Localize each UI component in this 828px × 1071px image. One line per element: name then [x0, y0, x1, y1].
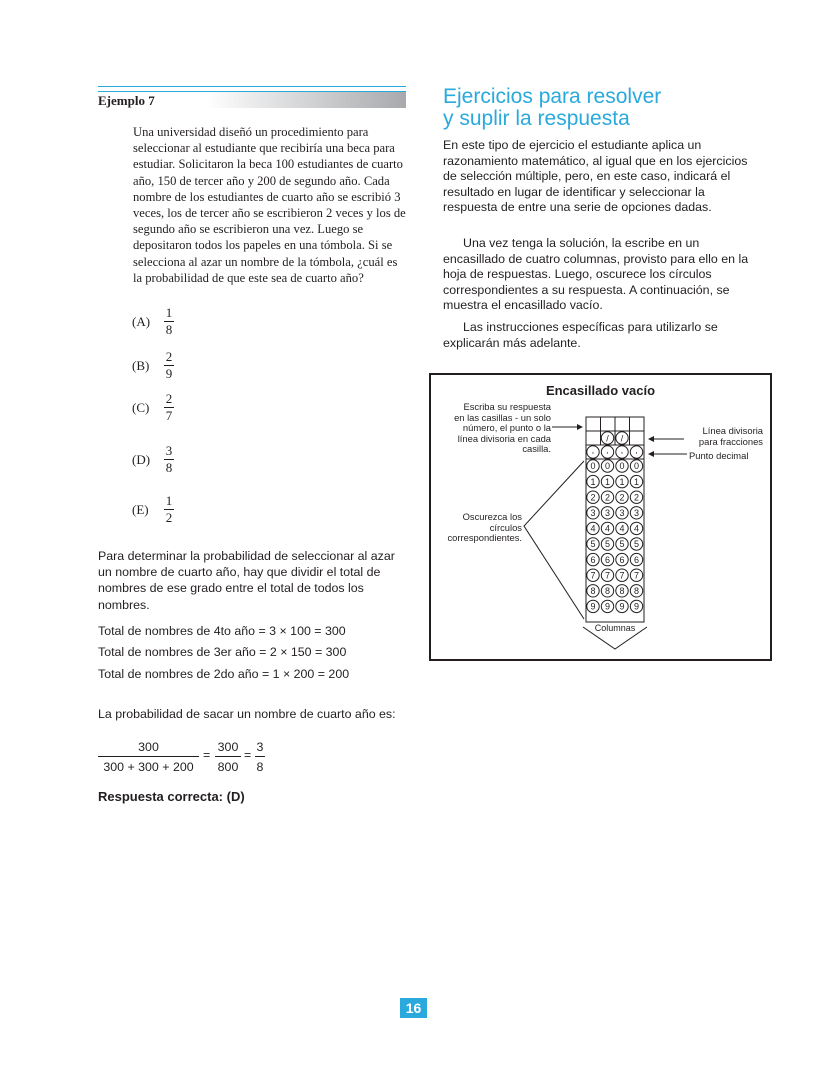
option-denominator: 2: [165, 510, 173, 525]
option-fraction: [164, 306, 174, 337]
bubble-grid: [431, 375, 770, 659]
total-line-2do: Total de nombres de 2do año = 1 × 200 = 200: [98, 667, 350, 681]
digit-bubble-label: 8: [590, 586, 596, 596]
digit-bubble-label: 3: [604, 508, 611, 518]
digit-bubble-label: 2: [604, 492, 611, 503]
formula-f3-numerator: 3: [255, 739, 265, 757]
digit-bubble-label: 1: [619, 476, 625, 487]
explanation-text: Para determinar la probabilidad de seleccionar al azar un nombre de cuarto año, hay que dividir el total de nombres de ese grado entre el total de todos los nombres.: [98, 549, 395, 612]
option-numerator: 1: [165, 305, 173, 320]
formula-fraction-2: [215, 739, 241, 775]
digit-bubble-label: 0: [633, 461, 640, 472]
option-denominator: 7: [165, 408, 173, 423]
option-denominator: 8: [165, 322, 173, 337]
digit-bubble-label: 3: [590, 508, 596, 518]
section-title: [443, 86, 661, 130]
formula-f1-denominator: 300 + 300 + 200: [103, 760, 194, 774]
digit-bubble-label: 2: [633, 492, 640, 503]
note-write-line: Escriba su respuesta: [463, 401, 551, 412]
decimal-bubble-symbol: ·: [591, 447, 595, 459]
digit-bubble-label: 6: [604, 554, 611, 565]
formula-f3-denominator: 8: [256, 760, 264, 774]
note-fraction-text: para fracciones: [698, 435, 763, 447]
digit-bubble-label: 9: [633, 601, 640, 612]
columns-label: Columnas: [594, 623, 636, 633]
digit-bubble-label: 5: [604, 539, 611, 550]
note-darken-text: Oscurezca los: [462, 511, 522, 522]
digit-bubble-label: 7: [633, 570, 640, 581]
section-paragraph-3: Las instrucciones específicas para utilizarlo se explicarán más adelante.: [443, 320, 718, 350]
formula-f1-numerator: 300: [98, 739, 199, 757]
digit-bubble-label: 6: [619, 554, 625, 565]
option-denominator: 8: [165, 460, 173, 475]
formula-fraction-1: [98, 739, 199, 775]
option-numerator: 2: [165, 391, 173, 406]
digit-bubble-label: 6: [633, 554, 640, 565]
decimal-bubble-symbol: ·: [634, 447, 639, 459]
option-fraction: [164, 350, 174, 381]
digit-bubble-label: 1: [604, 476, 611, 487]
option-label: (D): [132, 452, 151, 467]
formula-fraction-3: [255, 739, 265, 775]
example-header-bar: [98, 86, 406, 108]
digit-bubble-label: 8: [619, 586, 625, 596]
digit-bubble-label: 4: [590, 523, 596, 534]
fraction-bubble-symbol: /: [606, 433, 609, 444]
digit-bubble-label: 3: [619, 508, 625, 518]
digit-bubble-label: 6: [590, 554, 596, 565]
section-title-line-2: y suplir la respuesta: [443, 107, 630, 130]
digit-bubble-label: 9: [619, 601, 625, 612]
note-write-line: línea divisoria en cada: [457, 432, 551, 444]
answer-grid-figure: [429, 373, 772, 661]
digit-bubble-label: 2: [590, 492, 596, 503]
note-write-line: casilla.: [522, 443, 551, 454]
digit-bubble-label: 3: [633, 508, 640, 518]
digit-bubble-label: 1: [633, 476, 640, 487]
option-label: (A): [132, 314, 151, 329]
digit-bubble-label: 1: [590, 476, 596, 487]
option-fraction: [164, 392, 174, 423]
section-paragraph-2: Una vez tenga la solución, la escribe en un encasillado de cuatro columnas, provisto para ello en la hoja de respuestas. Luego, oscurece los círculos correspondientes a su respuesta. A continuación, se muestra el encasillado vacío.: [443, 236, 749, 312]
note-write-line: en las casillas - un solo: [454, 411, 551, 423]
note-darken-text: correspondientes.: [447, 532, 522, 543]
digit-bubble-label: 8: [633, 586, 640, 596]
digit-bubble-label: 5: [619, 539, 625, 550]
example-title: Ejemplo 7: [98, 93, 155, 108]
fraction-bubble-symbol: /: [620, 433, 624, 444]
total-line-3er: Total de nombres de 3er año = 2 × 150 = 300: [98, 645, 347, 659]
option-fraction: [164, 444, 174, 475]
digit-bubble-label: 4: [619, 523, 625, 534]
decimal-bubble-symbol: ·: [605, 447, 610, 459]
digit-bubble-label: 0: [619, 461, 625, 472]
section-title-line-1: Ejercicios para resolver: [443, 85, 662, 108]
option-denominator: 9: [165, 366, 173, 381]
formula-equals-1: =: [203, 748, 211, 762]
digit-bubble-label: 4: [604, 523, 611, 534]
digit-bubble-label: 0: [590, 461, 596, 472]
correct-answer: Respuesta correcta: (D): [98, 789, 245, 804]
formula-f2-denominator: 800: [217, 760, 239, 774]
digit-bubble-label: 9: [604, 601, 611, 612]
digit-bubble-label: 5: [590, 539, 596, 550]
formula-equals-2: =: [244, 748, 252, 762]
digit-bubble-label: 8: [604, 586, 611, 596]
digit-bubble-label: 2: [619, 492, 625, 503]
note-write-line: número, el punto o la: [462, 422, 551, 433]
digit-bubble-label: 9: [590, 601, 596, 612]
option-label: (E): [132, 502, 149, 517]
note-darken-text: círculos: [489, 521, 522, 533]
digit-bubble-label: 0: [604, 461, 611, 472]
probability-intro: La probabilidad de sacar un nombre de cuarto año es:: [98, 707, 396, 721]
option-label: (C): [132, 400, 150, 415]
digit-bubble-label: 5: [633, 539, 640, 550]
total-line-4to: Total de nombres de 4to año = 3 × 100 = 300: [98, 624, 346, 638]
note-decimal-point: Punto decimal: [689, 450, 749, 461]
grid-title: Encasillado vacío: [545, 383, 656, 398]
option-numerator: 3: [165, 443, 173, 458]
brace-darken: [524, 461, 584, 619]
option-label: (B): [132, 358, 150, 373]
decimal-bubble-symbol: ·: [620, 447, 624, 459]
page-number: 16: [400, 998, 427, 1018]
digit-bubble-label: 7: [619, 570, 625, 581]
digit-bubble-label: 7: [604, 570, 611, 581]
problem-text: Una universidad diseñó un procedimiento para seleccionar al estudiante que recibiría una beca para estudiar. Solicitaron la beca 100 estudiantes de cuarto año, 150 de tercer año y 200 de segundo año. Cada nombre de los estudiantes de cuarto año se escribió 3 veces, los de tercer año se escribieron 2 veces y los de segundo año se escribieron una vez. Luego se depositaron todos los papeles en una tómbola. Si se selecciona al azar un nombre de la tómbola, ¿cuál es la probabilidad de que este sea de cuarto año?: [133, 125, 406, 285]
formula-f2-numerator: 300: [215, 739, 241, 757]
digit-bubble-label: 4: [633, 523, 640, 534]
section-paragraph-1: En este tipo de ejercicio el estudiante aplica un razonamiento matemático, al igual que en los ejercicios de selección múltiple, pero, en este caso, indicará el resultado en lugar de identificar y seleccionar la respuesta de entre una serie de opciones dadas.: [443, 138, 748, 214]
digit-bubble-label: 7: [590, 570, 596, 581]
option-fraction: [164, 494, 174, 525]
option-numerator: 2: [165, 349, 173, 364]
option-numerator: 1: [165, 493, 173, 508]
note-fraction-text: Línea divisoria: [702, 425, 763, 436]
